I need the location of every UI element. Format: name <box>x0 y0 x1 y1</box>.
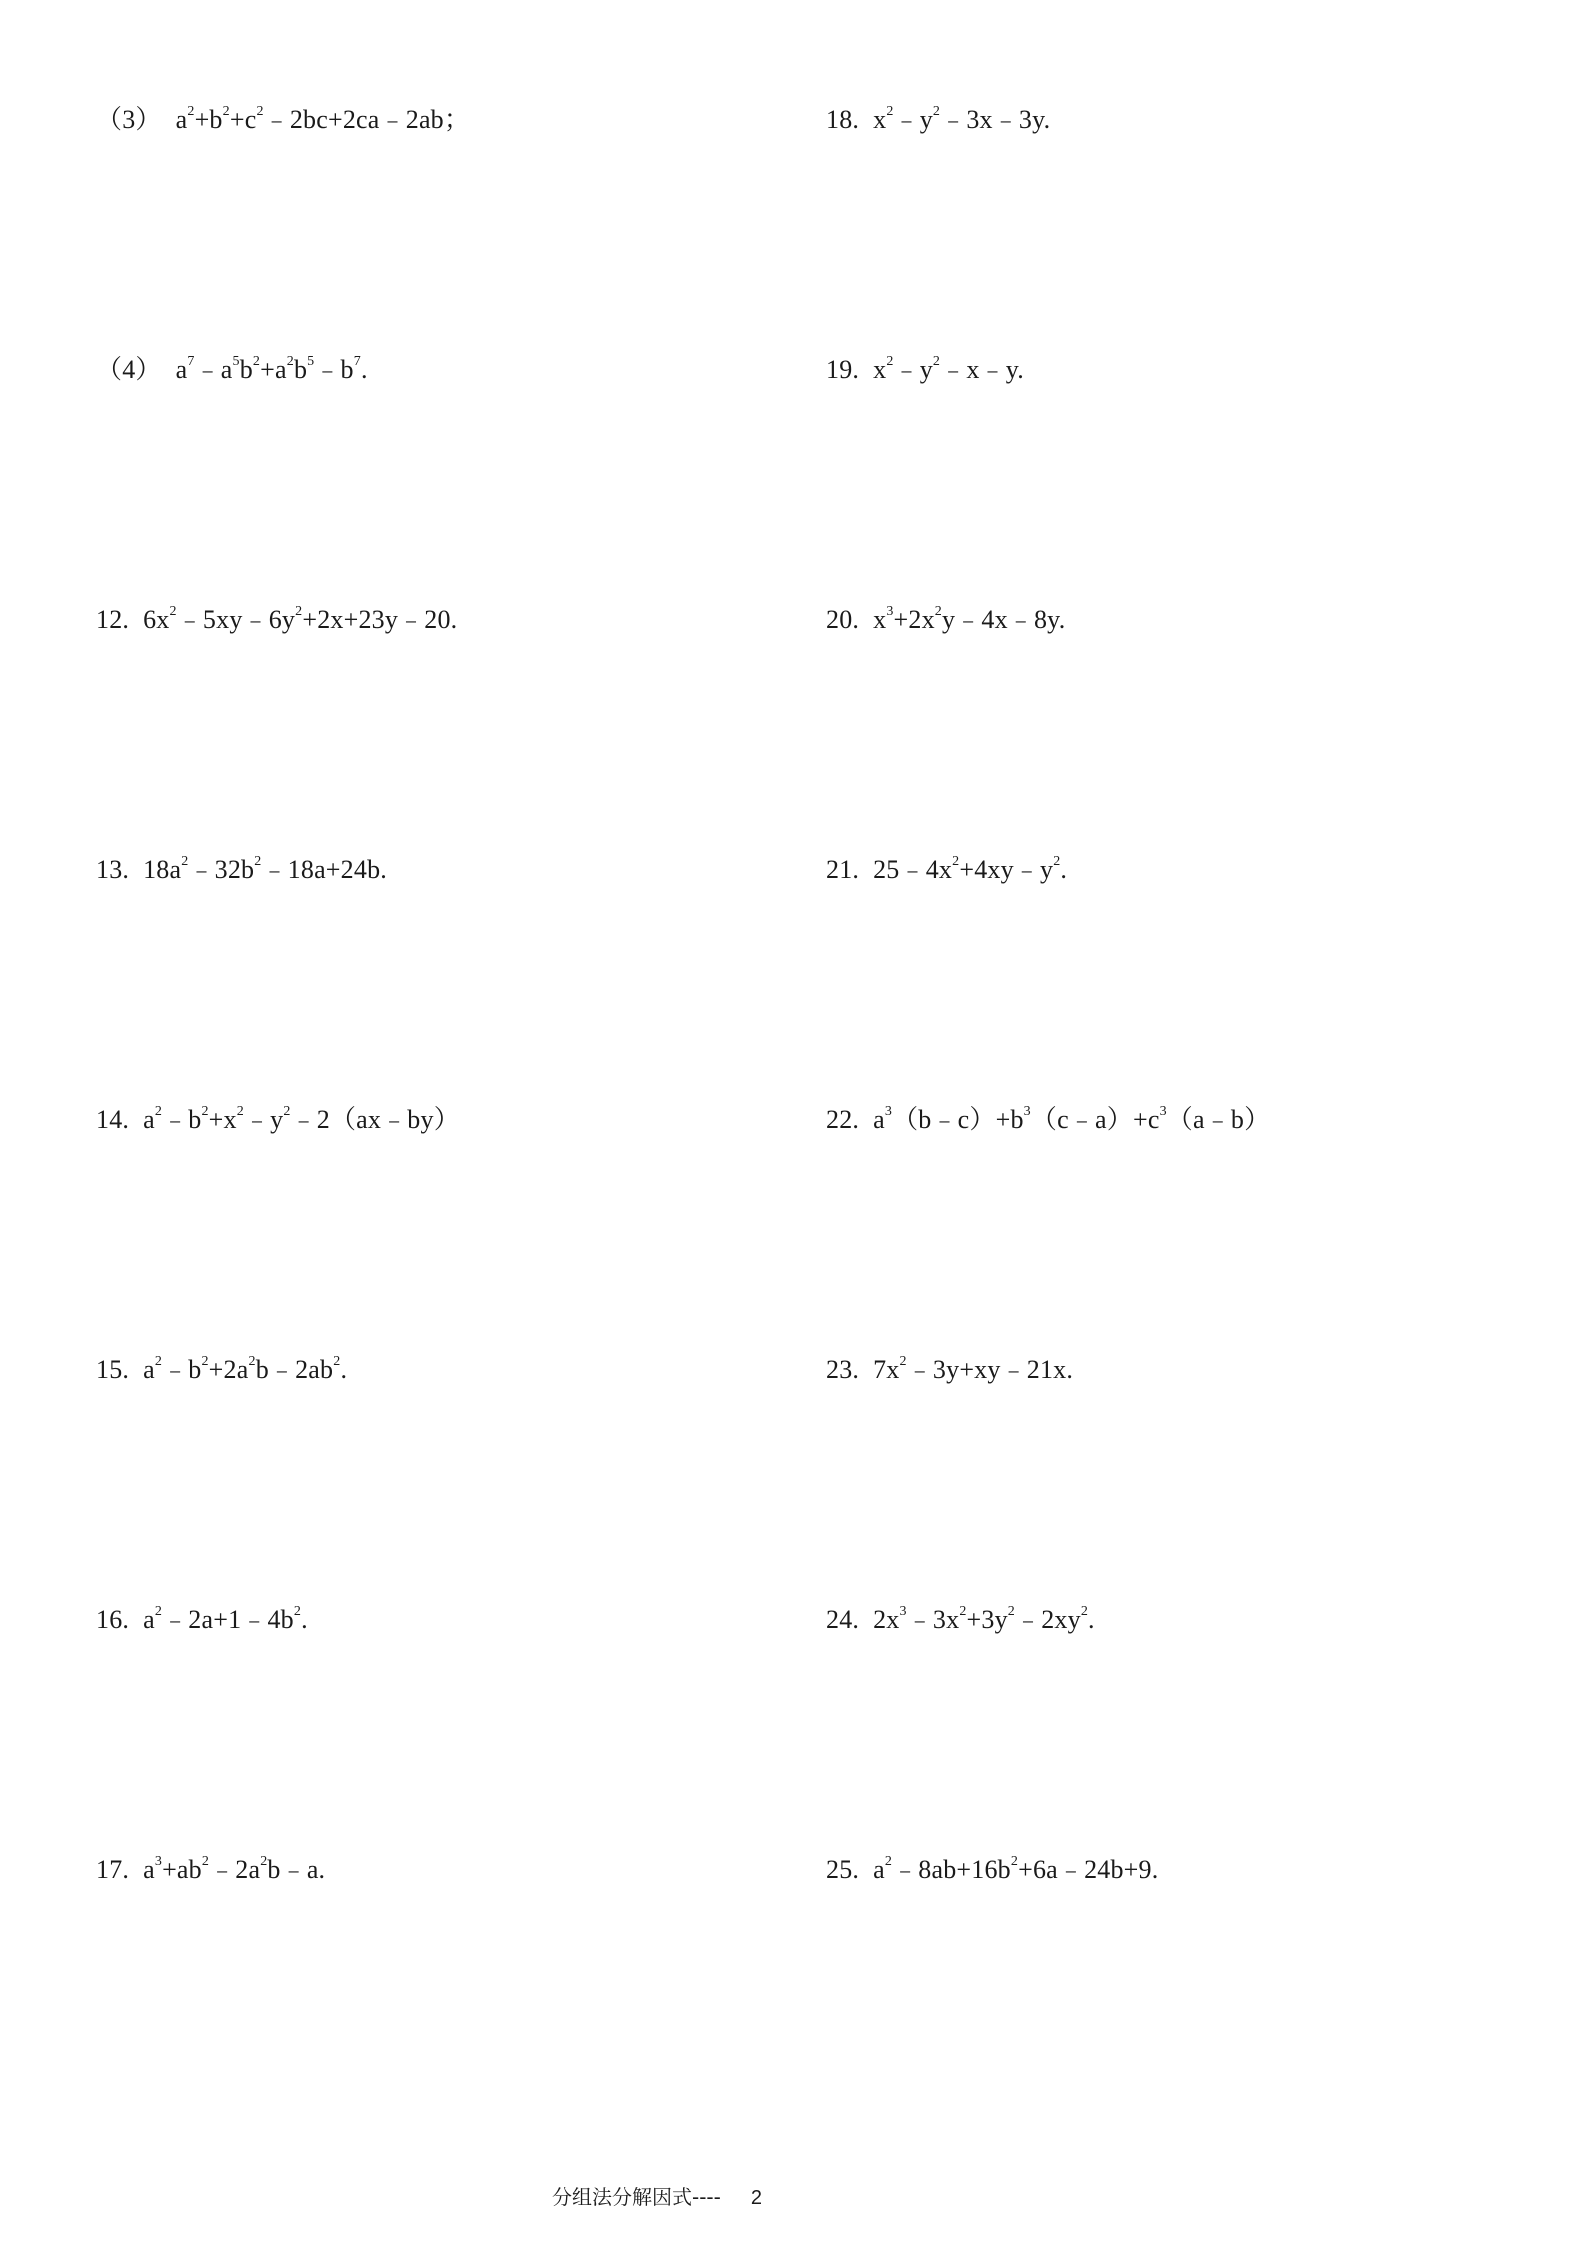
exponent: 2 <box>201 1854 210 1869</box>
problem-number: 15. <box>96 1355 130 1384</box>
problem-expression: $a^2﹣8ab+16b^2+6a﹣24b+9$. <box>873 1854 1159 1884</box>
exponent: 2 <box>201 1104 209 1119</box>
footer-title: 分组法分解因式---- <box>552 2185 721 2209</box>
exponent: 2 <box>248 1354 256 1369</box>
exponent: 2 <box>181 854 189 869</box>
problem-expression: $18a^2﹣32b^2﹣18a+24b$. <box>143 854 387 884</box>
exponent: 5 <box>232 354 240 369</box>
problem-expression: $a^7﹣a^5b^2+a^2b^5﹣b^7$. <box>175 354 368 384</box>
exponent: 2 <box>283 1104 291 1119</box>
problem-18 <box>826 105 1050 135</box>
problem-22 <box>826 1105 1270 1135</box>
exponent: 2 <box>899 1354 907 1369</box>
problem-expression: $2x^3﹣3x^2+3y^2﹣2xy^2$. <box>873 1604 1095 1634</box>
problem-25 <box>826 1855 1158 1885</box>
exponent: 3 <box>884 1104 893 1119</box>
problem-12 <box>96 605 457 635</box>
problem-number: 24. <box>826 1605 860 1634</box>
problem-number: 12. <box>96 605 130 634</box>
problem-number: 20. <box>826 605 860 634</box>
problem-3 <box>96 105 470 135</box>
problem-expression: $a^2+b^2+c^2﹣2bc+2ca﹣2ab$； <box>175 104 471 134</box>
exponent: 2 <box>1007 1604 1015 1619</box>
problem-number: 14. <box>96 1105 130 1134</box>
problem-15 <box>96 1355 347 1385</box>
problem-expression: $a^2﹣b^2+x^2﹣y^2﹣2(ax﹣by)$ <box>143 1104 460 1134</box>
problem-13 <box>96 855 387 885</box>
problem-21 <box>826 855 1067 885</box>
exponent: 2 <box>256 104 264 119</box>
problem-17 <box>96 1855 325 1885</box>
exponent: 2 <box>201 1354 209 1369</box>
exponent: 5 <box>307 354 315 369</box>
exponent: 7 <box>187 354 195 369</box>
problem-number: 16. <box>96 1605 130 1634</box>
problem-number: 23. <box>826 1355 860 1384</box>
exponent: 2 <box>932 104 941 119</box>
problem-23 <box>826 1355 1073 1385</box>
problem-24 <box>826 1605 1095 1635</box>
problem-expression: $a^2﹣2a+1﹣4b^2$. <box>143 1604 308 1634</box>
problem-expression: $a^3+ab^2﹣2a^2b﹣a$. <box>143 1854 326 1884</box>
exponent: 2 <box>252 354 261 369</box>
exponent: 3 <box>1023 1104 1031 1119</box>
page-number: 2 <box>750 2187 762 2209</box>
problem-number: 18. <box>826 105 860 134</box>
exponent: 2 <box>286 354 294 369</box>
exponent: 2 <box>293 1604 302 1619</box>
exponent: 2 <box>1010 1854 1019 1869</box>
exponent: 7 <box>353 354 361 369</box>
problem-14 <box>96 1105 460 1135</box>
exponent: 2 <box>886 354 894 369</box>
exponent: 2 <box>222 104 230 119</box>
exponent: 2 <box>154 1604 163 1619</box>
exponent: 2 <box>333 1354 341 1369</box>
problem-16 <box>96 1605 308 1635</box>
exponent: 2 <box>1053 854 1061 869</box>
exponent: 2 <box>932 354 941 369</box>
problem-20 <box>826 605 1065 635</box>
exponent: 2 <box>154 1354 163 1369</box>
problem-number: 17. <box>96 1855 130 1884</box>
problem-expression: $x^3+2x^2y﹣4x﹣8y$. <box>873 604 1066 634</box>
problem-expression: $x^2﹣y^2﹣3x﹣3y$. <box>873 104 1051 134</box>
problem-expression: $7x^2﹣3y+xy﹣21x$. <box>873 1354 1074 1384</box>
exponent: 3 <box>1159 1104 1167 1119</box>
exponent: 3 <box>154 1854 163 1869</box>
problem-expression: $x^2﹣y^2﹣x﹣y$. <box>873 354 1024 384</box>
exponent: 2 <box>169 604 177 619</box>
exponent: 2 <box>1080 1604 1089 1619</box>
page-footer <box>552 2181 762 2210</box>
exponent: 2 <box>154 1104 163 1119</box>
problem-expression: $a^2﹣b^2+2a^2b﹣2ab^2$. <box>143 1354 348 1384</box>
problem-number: 21. <box>826 855 860 884</box>
problem-expression: $a^3(b﹣c)+b^3(c﹣a)+c^3(a﹣b)$ <box>873 1104 1271 1134</box>
exponent: 2 <box>959 1604 967 1619</box>
problem-number: 22. <box>826 1105 860 1134</box>
exponent: 2 <box>934 604 942 619</box>
problem-number: （3） <box>96 105 162 134</box>
problem-number: 19. <box>826 355 860 384</box>
problem-number: 13. <box>96 855 130 884</box>
exponent: 2 <box>187 104 195 119</box>
problem-expression: $25﹣4x^2+4xy﹣y^2$. <box>873 854 1068 884</box>
problem-expression: $6x^2﹣5xy﹣6y^2+2x+23y﹣20$. <box>143 604 458 634</box>
problem-number: （4） <box>96 355 162 384</box>
problem-number: 25. <box>826 1855 860 1884</box>
exponent: 2 <box>236 1104 244 1119</box>
exponent: 2 <box>886 104 894 119</box>
exponent: 2 <box>952 854 960 869</box>
exponent: 3 <box>886 604 894 619</box>
problem-19 <box>826 355 1024 385</box>
exponent: 2 <box>295 604 303 619</box>
exponent: 2 <box>254 854 262 869</box>
problem-4 <box>96 355 368 385</box>
exponent: 3 <box>899 1604 907 1619</box>
exponent: 2 <box>884 1854 893 1869</box>
exponent: 2 <box>260 1854 268 1869</box>
